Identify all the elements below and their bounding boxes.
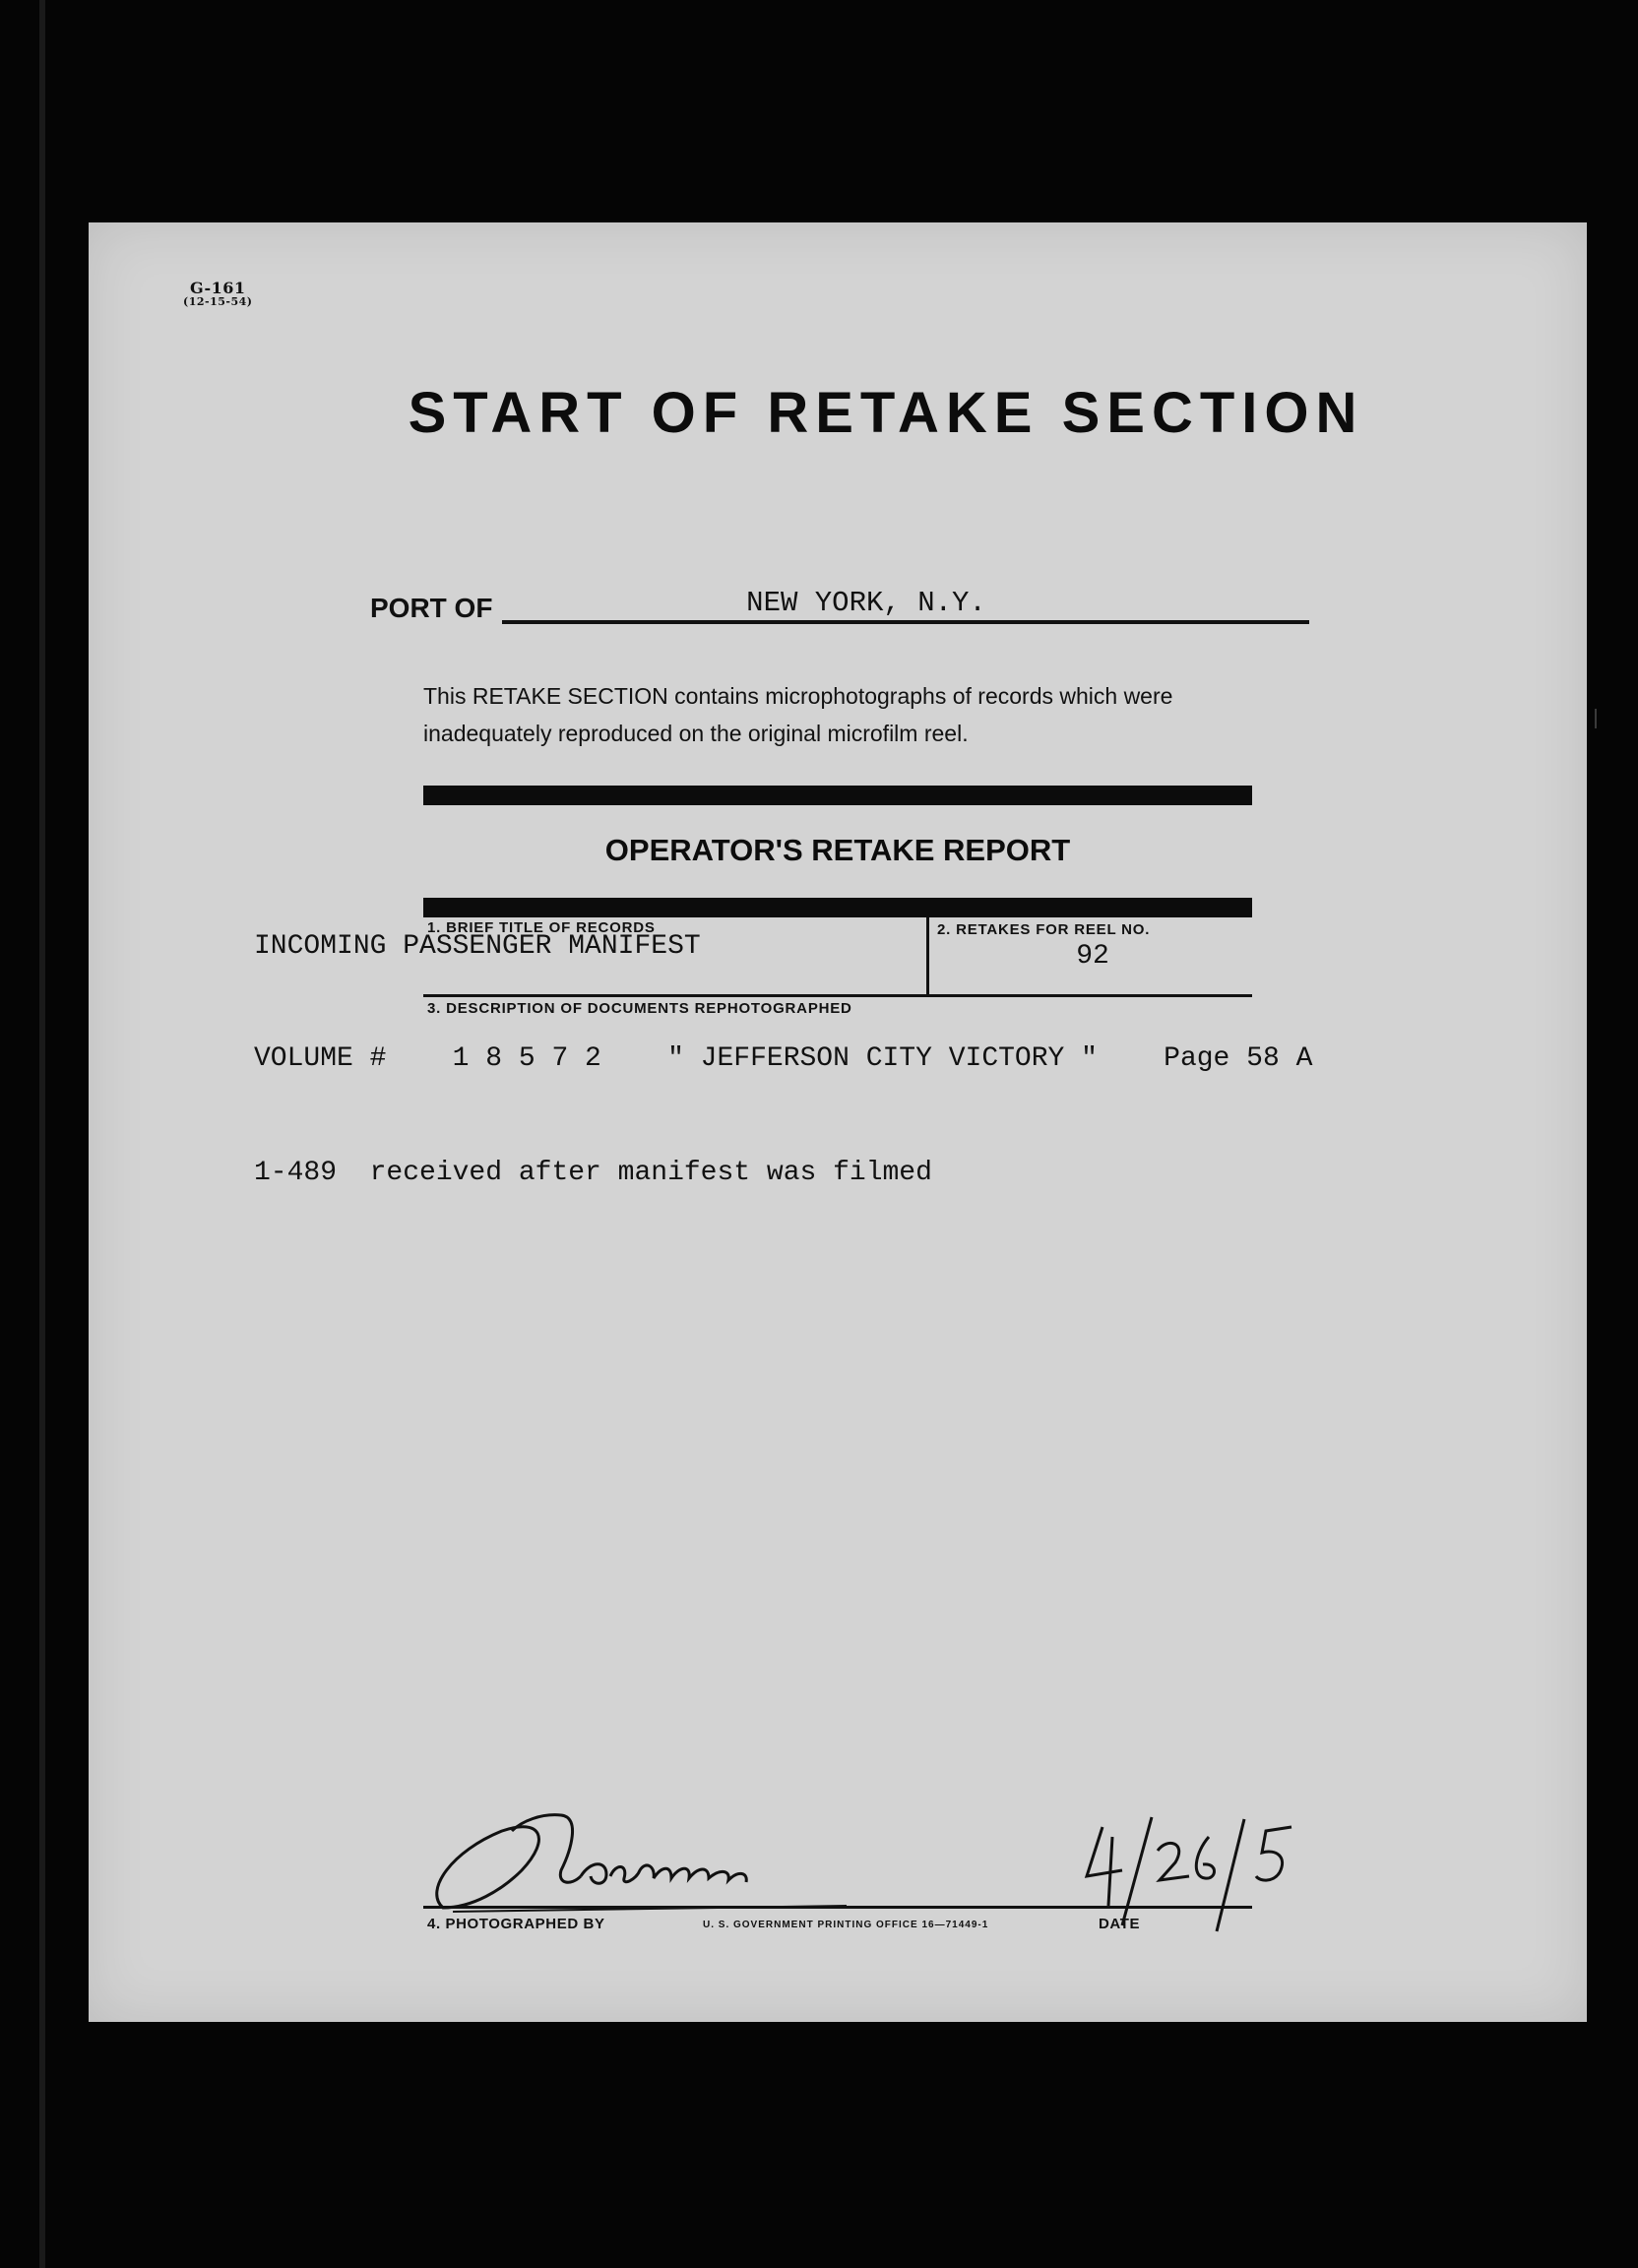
fields-underline (423, 994, 1252, 997)
port-label: PORT OF (370, 593, 493, 623)
film-left-edge (39, 0, 45, 2268)
printing-office-imprint: U. S. GOVERNMENT PRINTING OFFICE 16—71449-1 (703, 1920, 989, 1930)
form-number-date: (12-15-54) (183, 295, 253, 308)
photographer-signature (413, 1792, 866, 1929)
form-number-code: G-161 (189, 279, 246, 297)
reel-label: 2. RETAKES FOR REEL NO. (937, 921, 1151, 938)
reel-number-value: 92 (1076, 941, 1109, 972)
brief-title-value: INCOMING PASSENGER MANIFEST (254, 931, 701, 962)
intro-text: This RETAKE SECTION contains microphotographs of records which were inadequately reproduced on the original microfilm reel. (423, 683, 1173, 746)
port-value: NEW YORK, N.Y. (746, 587, 986, 619)
received-note: 1-489 received after manifest was filmed (254, 1158, 932, 1188)
retake-form-sheet (89, 222, 1587, 2022)
report-divider-bar (423, 898, 1252, 917)
page-title: START OF RETAKE SECTION (408, 381, 1364, 445)
form-number (183, 279, 253, 309)
brief-title-label: 1. BRIEF TITLE OF RECORDS (427, 919, 656, 936)
port-underline (502, 620, 1309, 624)
report-title: OPERATOR'S RETAKE REPORT (604, 833, 1071, 867)
volume-description: VOLUME # 1 8 5 7 2 " JEFFERSON CITY VICTORY " Page 58 A (254, 1043, 1313, 1074)
field-divider (926, 917, 929, 994)
description-label: 3. DESCRIPTION OF DOCUMENTS REPHOTOGRAPHED (427, 1000, 852, 1017)
photographed-by-label: 4. PHOTOGRAPHED BY (427, 1916, 605, 1932)
film-right-mark (1595, 709, 1597, 728)
date-label: DATE (1099, 1916, 1141, 1932)
signature-line (423, 1906, 1252, 1909)
top-divider-bar (423, 786, 1252, 805)
